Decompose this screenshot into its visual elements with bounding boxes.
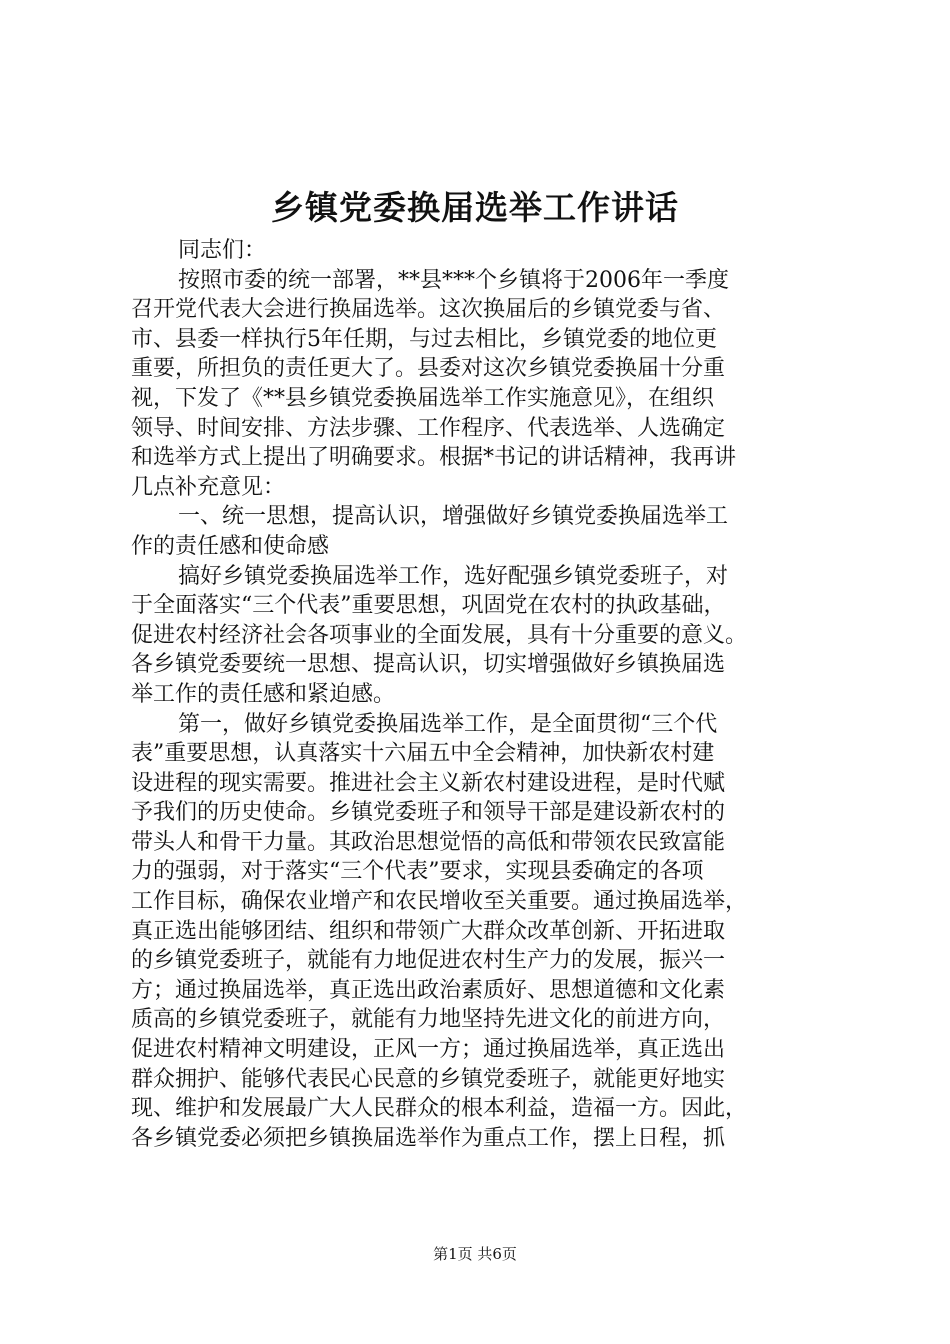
salutation: 同志们：	[178, 238, 267, 263]
paragraph-line: 促进农村精神文明建设，正风一方；通过换届选举，真正选出	[131, 1037, 726, 1063]
paragraph-line: 带头人和骨干力量。其政治思想觉悟的高低和带领农民致富能	[131, 829, 726, 855]
paragraph-line: 和选举方式上提出了明确要求。根据*书记的讲话精神，我再讲	[131, 445, 737, 471]
paragraph-line: 市、县委一样执行5年任期，与过去相比，乡镇党委的地位更	[131, 326, 717, 352]
paragraph-line: 领导、时间安排、方法步骤、工作程序、代表选举、人选确定	[131, 415, 726, 441]
paragraph-line: 各乡镇党委必须把乡镇换届选举作为重点工作，摆上日程，抓	[131, 1125, 726, 1151]
paragraph-line: 召开党代表大会进行换届选举。这次换届后的乡镇党委与省、	[131, 297, 726, 323]
paragraph-line: 力的强弱，对于落实“三个代表”要求，实现县委确定的各项	[131, 859, 704, 885]
section-heading: 一、统一思想，提高认识，增强做好乡镇党委换届选举工	[178, 504, 729, 530]
paragraph-line: 视，下发了《**县乡镇党委换届选举工作实施意见》，在组织	[131, 385, 715, 411]
paragraph-line: 现、维护和发展最广大人民群众的根本利益，造福一方。因此，	[131, 1096, 748, 1122]
page-number-footer: 第1页 共6页	[433, 1245, 517, 1263]
paragraph-line: 的乡镇党委班子，就能有力地促进农村生产力的发展，振兴一	[131, 948, 726, 974]
paragraph-line: 重要，所担负的责任更大了。县委对这次乡镇党委换届十分重	[131, 356, 726, 382]
paragraph-line: 于全面落实“三个代表”重要思想，巩固党在农村的执政基础，	[131, 593, 726, 619]
document-body	[131, 236, 831, 1153]
paragraph-line: 表”重要思想，认真落实十六届五中全会精神，加快新农村建	[131, 741, 715, 767]
paragraph-line: 各乡镇党委要统一思想、提高认识，切实增强做好乡镇换届选	[131, 652, 726, 678]
paragraph-line: 设进程的现实需要。推进社会主义新农村建设进程，是时代赋	[131, 770, 726, 796]
paragraph-line: 举工作的责任感和紧迫感。	[131, 681, 396, 707]
paragraph-line: 方；通过换届选举，真正选出政治素质好、思想道德和文化素	[131, 977, 726, 1003]
paragraph-line: 促进农村经济社会各项事业的全面发展，具有十分重要的意义。	[131, 622, 748, 648]
document-title: 乡镇党委换届选举工作讲话	[271, 188, 679, 227]
paragraph-line: 质高的乡镇党委班子，就能有力地坚持先进文化的前进方向，	[131, 1007, 726, 1033]
paragraph-line: 群众拥护、能够代表民心民意的乡镇党委班子，就能更好地实	[131, 1066, 726, 1092]
paragraph-line: 按照市委的统一部署，**县***个乡镇将于2006年一季度	[178, 267, 729, 293]
section-heading-continued: 作的责任感和使命感	[131, 533, 330, 559]
paragraph-line: 工作目标，确保农业增产和农民增收至关重要。通过换届选举，	[131, 889, 748, 915]
paragraph-line: 予我们的历史使命。乡镇党委班子和领导干部是建设新农村的	[131, 800, 726, 826]
paragraph-line: 几点补充意见：	[131, 474, 286, 500]
paragraph-line: 搞好乡镇党委换届选举工作，选好配强乡镇党委班子，对	[178, 563, 729, 589]
paragraph-line: 第一，做好乡镇党委换届选举工作，是全面贯彻“三个代	[178, 711, 718, 737]
paragraph-line: 真正选出能够团结、组织和带领广大群众改革创新、开拓进取	[131, 918, 726, 944]
